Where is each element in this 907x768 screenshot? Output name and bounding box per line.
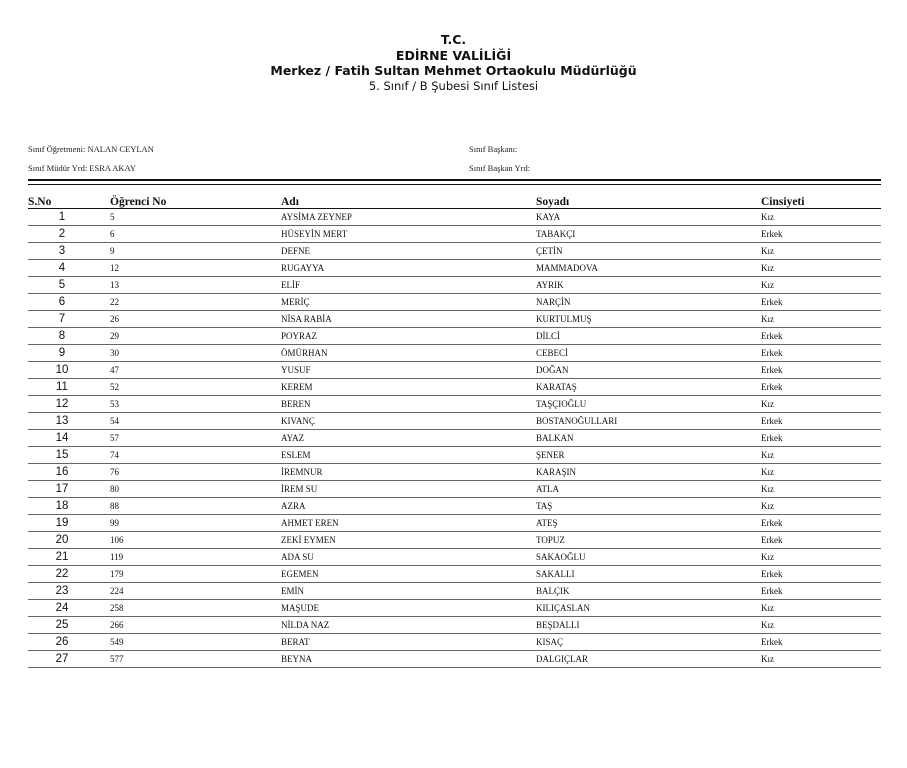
cell-gender: Erkek bbox=[761, 226, 881, 243]
cell-last-name: ATEŞ bbox=[536, 515, 761, 532]
table-row bbox=[28, 515, 881, 532]
table-row bbox=[28, 345, 881, 362]
cell-gender: Kız bbox=[761, 481, 881, 498]
class-teacher: Sınıf Öğretmeni: NALAN CEYLAN bbox=[28, 144, 154, 154]
cell-gender: Erkek bbox=[761, 362, 881, 379]
cell-gender: Erkek bbox=[761, 532, 881, 549]
cell-gender: Kız bbox=[761, 260, 881, 277]
cell-first-name: EMİN bbox=[281, 583, 536, 600]
cell-last-name: KARAŞIN bbox=[536, 464, 761, 481]
cell-gender: Erkek bbox=[761, 413, 881, 430]
cell-last-name: CEBECİ bbox=[536, 345, 761, 362]
cell-gender: Kız bbox=[761, 277, 881, 294]
cell-first-name: POYRAZ bbox=[281, 328, 536, 345]
cell-student-no: 9 bbox=[110, 243, 281, 260]
table-row bbox=[28, 379, 881, 396]
cell-gender: Erkek bbox=[761, 634, 881, 651]
cell-last-name: KAYA bbox=[536, 209, 761, 226]
cell-last-name: SAKAOĞLU bbox=[536, 549, 761, 566]
cell-student-no: 57 bbox=[110, 430, 281, 447]
table-header-row bbox=[28, 191, 881, 209]
cell-student-no: 5 bbox=[110, 209, 281, 226]
cell-last-name: BEŞDALLI bbox=[536, 617, 761, 634]
cell-sno: 1 bbox=[28, 209, 110, 226]
cell-first-name: ZEKİ EYMEN bbox=[281, 532, 536, 549]
cell-gender: Kız bbox=[761, 396, 881, 413]
cell-first-name: EGEMEN bbox=[281, 566, 536, 583]
cell-sno: 25 bbox=[28, 617, 110, 634]
table-row bbox=[28, 226, 881, 243]
header-school: Merkez / Fatih Sultan Mehmet Ortaokulu Müdürlüğü bbox=[270, 63, 637, 78]
cell-first-name: RUGAYYA bbox=[281, 260, 536, 277]
cell-sno: 18 bbox=[28, 498, 110, 515]
cell-student-no: 224 bbox=[110, 583, 281, 600]
cell-sno: 20 bbox=[28, 532, 110, 549]
cell-student-no: 266 bbox=[110, 617, 281, 634]
cell-gender: Kız bbox=[761, 600, 881, 617]
cell-first-name: AYAZ bbox=[281, 430, 536, 447]
cell-last-name: AYRIK bbox=[536, 277, 761, 294]
cell-student-no: 22 bbox=[110, 294, 281, 311]
column-header-first-name: Adı bbox=[281, 191, 536, 209]
cell-first-name: KEREM bbox=[281, 379, 536, 396]
cell-student-no: 30 bbox=[110, 345, 281, 362]
cell-gender: Erkek bbox=[761, 345, 881, 362]
table-row bbox=[28, 311, 881, 328]
cell-student-no: 106 bbox=[110, 532, 281, 549]
table-row bbox=[28, 617, 881, 634]
cell-sno: 13 bbox=[28, 413, 110, 430]
cell-last-name: KARATAŞ bbox=[536, 379, 761, 396]
cell-last-name: TAŞÇIOĞLU bbox=[536, 396, 761, 413]
cell-student-no: 76 bbox=[110, 464, 281, 481]
cell-first-name: AYSİMA ZEYNEP bbox=[281, 209, 536, 226]
table-row bbox=[28, 600, 881, 617]
student-table bbox=[28, 191, 881, 668]
cell-student-no: 577 bbox=[110, 651, 281, 668]
cell-first-name: AHMET EREN bbox=[281, 515, 536, 532]
header-divider-thick bbox=[28, 179, 881, 181]
cell-last-name: MAMMADOVA bbox=[536, 260, 761, 277]
cell-gender: Kız bbox=[761, 464, 881, 481]
table-row bbox=[28, 532, 881, 549]
cell-first-name: HÜSEYİN MERT bbox=[281, 226, 536, 243]
cell-gender: Kız bbox=[761, 311, 881, 328]
document-header bbox=[0, 32, 907, 94]
cell-first-name: KIVANÇ bbox=[281, 413, 536, 430]
cell-last-name: DOĞAN bbox=[536, 362, 761, 379]
table-row bbox=[28, 294, 881, 311]
cell-sno: 21 bbox=[28, 549, 110, 566]
table-row bbox=[28, 481, 881, 498]
cell-first-name: NİSA RABİA bbox=[281, 311, 536, 328]
cell-gender: Erkek bbox=[761, 430, 881, 447]
cell-last-name: BOSTANOĞULLARI bbox=[536, 413, 761, 430]
table-row bbox=[28, 566, 881, 583]
cell-sno: 9 bbox=[28, 345, 110, 362]
cell-student-no: 119 bbox=[110, 549, 281, 566]
cell-gender: Erkek bbox=[761, 379, 881, 396]
cell-gender: Kız bbox=[761, 549, 881, 566]
cell-sno: 19 bbox=[28, 515, 110, 532]
student-table-body bbox=[28, 209, 881, 668]
cell-last-name: TABAKÇI bbox=[536, 226, 761, 243]
cell-sno: 3 bbox=[28, 243, 110, 260]
cell-student-no: 47 bbox=[110, 362, 281, 379]
class-vice-president: Sınıf Başkan Yrd: bbox=[469, 163, 531, 173]
cell-sno: 12 bbox=[28, 396, 110, 413]
cell-sno: 7 bbox=[28, 311, 110, 328]
cell-gender: Kız bbox=[761, 209, 881, 226]
cell-last-name: KILIÇASLAN bbox=[536, 600, 761, 617]
cell-last-name: ŞENER bbox=[536, 447, 761, 464]
header-governorship: EDİRNE VALİLİĞİ bbox=[395, 47, 512, 63]
column-header-gender: Cinsiyeti bbox=[761, 191, 881, 209]
cell-sno: 17 bbox=[28, 481, 110, 498]
cell-last-name: TAŞ bbox=[536, 498, 761, 515]
cell-sno: 14 bbox=[28, 430, 110, 447]
cell-last-name: SAKALLI bbox=[536, 566, 761, 583]
cell-sno: 27 bbox=[28, 651, 110, 668]
cell-sno: 4 bbox=[28, 260, 110, 277]
vice-principal: Sınıf Müdür Yrd: ESRA AKAY bbox=[28, 163, 136, 173]
cell-first-name: ÖMÜRHAN bbox=[281, 345, 536, 362]
cell-student-no: 13 bbox=[110, 277, 281, 294]
cell-last-name: BALÇIK bbox=[536, 583, 761, 600]
cell-gender: Kız bbox=[761, 498, 881, 515]
cell-student-no: 80 bbox=[110, 481, 281, 498]
cell-gender: Kız bbox=[761, 651, 881, 668]
table-row bbox=[28, 243, 881, 260]
table-row bbox=[28, 634, 881, 651]
cell-first-name: MAŞUDE bbox=[281, 600, 536, 617]
table-row bbox=[28, 549, 881, 566]
cell-last-name: KISAÇ bbox=[536, 634, 761, 651]
table-row bbox=[28, 464, 881, 481]
table-row bbox=[28, 447, 881, 464]
cell-sno: 6 bbox=[28, 294, 110, 311]
cell-student-no: 29 bbox=[110, 328, 281, 345]
table-row bbox=[28, 328, 881, 345]
table-row bbox=[28, 209, 881, 226]
cell-student-no: 54 bbox=[110, 413, 281, 430]
cell-first-name: NİLDA NAZ bbox=[281, 617, 536, 634]
cell-student-no: 26 bbox=[110, 311, 281, 328]
cell-first-name: BEYNA bbox=[281, 651, 536, 668]
table-row bbox=[28, 583, 881, 600]
cell-gender: Erkek bbox=[761, 583, 881, 600]
cell-first-name: YUSUF bbox=[281, 362, 536, 379]
column-header-last-name: Soyadı bbox=[536, 191, 761, 209]
header-divider-thin bbox=[28, 184, 881, 185]
cell-sno: 15 bbox=[28, 447, 110, 464]
cell-last-name: BALKAN bbox=[536, 430, 761, 447]
cell-sno: 16 bbox=[28, 464, 110, 481]
cell-first-name: İREMNUR bbox=[281, 464, 536, 481]
cell-gender: Kız bbox=[761, 243, 881, 260]
cell-student-no: 88 bbox=[110, 498, 281, 515]
cell-sno: 8 bbox=[28, 328, 110, 345]
column-header-sno: S.No bbox=[28, 191, 110, 209]
cell-first-name: ELİF bbox=[281, 277, 536, 294]
cell-sno: 22 bbox=[28, 566, 110, 583]
class-president: Sınıf Başkanı: bbox=[469, 144, 518, 154]
cell-student-no: 258 bbox=[110, 600, 281, 617]
table-row bbox=[28, 413, 881, 430]
cell-first-name: AZRA bbox=[281, 498, 536, 515]
cell-last-name: ÇETİN bbox=[536, 243, 761, 260]
cell-sno: 10 bbox=[28, 362, 110, 379]
table-row bbox=[28, 277, 881, 294]
cell-sno: 2 bbox=[28, 226, 110, 243]
cell-first-name: ESLEM bbox=[281, 447, 536, 464]
cell-first-name: BEREN bbox=[281, 396, 536, 413]
table-row bbox=[28, 396, 881, 413]
header-country: T.C. bbox=[440, 32, 467, 47]
cell-first-name: İREM SU bbox=[281, 481, 536, 498]
cell-first-name: DEFNE bbox=[281, 243, 536, 260]
cell-gender: Kız bbox=[761, 617, 881, 634]
cell-first-name: MERİÇ bbox=[281, 294, 536, 311]
cell-first-name: ADA SU bbox=[281, 549, 536, 566]
cell-last-name: DİLCİ bbox=[536, 328, 761, 345]
table-row bbox=[28, 430, 881, 447]
cell-student-no: 6 bbox=[110, 226, 281, 243]
table-row bbox=[28, 260, 881, 277]
cell-sno: 5 bbox=[28, 277, 110, 294]
cell-gender: Kız bbox=[761, 447, 881, 464]
cell-last-name: KURTULMUŞ bbox=[536, 311, 761, 328]
cell-sno: 23 bbox=[28, 583, 110, 600]
cell-last-name: ATLA bbox=[536, 481, 761, 498]
cell-gender: Erkek bbox=[761, 328, 881, 345]
cell-last-name: NARÇİN bbox=[536, 294, 761, 311]
table-row bbox=[28, 498, 881, 515]
header-class-title: 5. Sınıf / B Şubesi Sınıf Listesi bbox=[368, 78, 539, 93]
cell-sno: 26 bbox=[28, 634, 110, 651]
cell-first-name: BERAT bbox=[281, 634, 536, 651]
cell-gender: Erkek bbox=[761, 294, 881, 311]
cell-student-no: 53 bbox=[110, 396, 281, 413]
column-header-student-no: Öğrenci No bbox=[110, 191, 281, 209]
cell-gender: Erkek bbox=[761, 515, 881, 532]
cell-student-no: 12 bbox=[110, 260, 281, 277]
table-row bbox=[28, 651, 881, 668]
cell-last-name: TOPUZ bbox=[536, 532, 761, 549]
table-row bbox=[28, 362, 881, 379]
cell-last-name: DALGIÇLAR bbox=[536, 651, 761, 668]
cell-student-no: 52 bbox=[110, 379, 281, 396]
cell-student-no: 179 bbox=[110, 566, 281, 583]
cell-student-no: 74 bbox=[110, 447, 281, 464]
cell-student-no: 99 bbox=[110, 515, 281, 532]
cell-sno: 24 bbox=[28, 600, 110, 617]
cell-gender: Erkek bbox=[761, 566, 881, 583]
cell-sno: 11 bbox=[28, 379, 110, 396]
cell-student-no: 549 bbox=[110, 634, 281, 651]
